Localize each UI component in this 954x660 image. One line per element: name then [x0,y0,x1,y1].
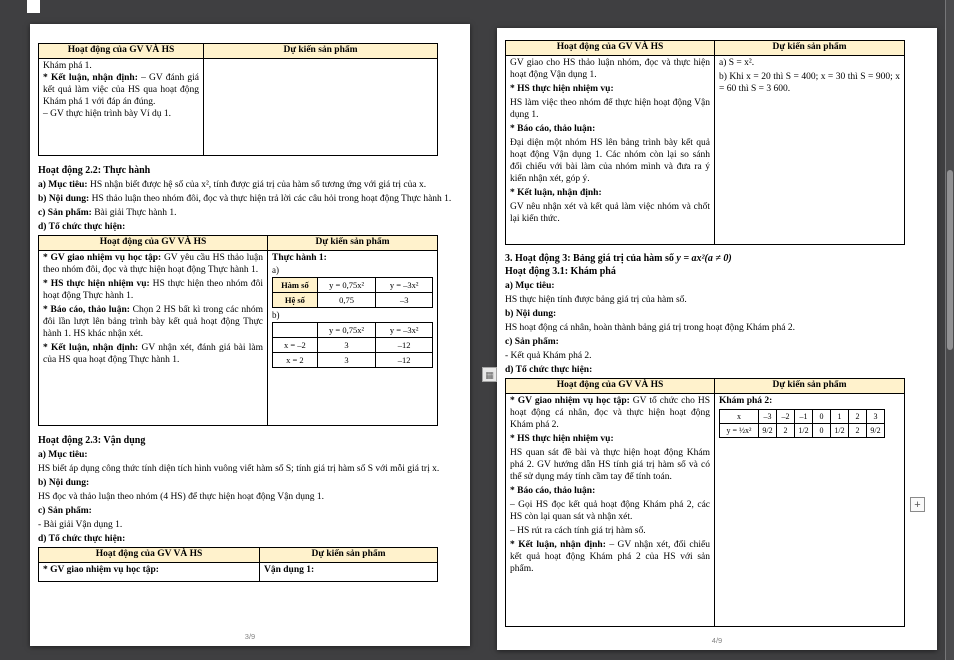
paragraph [43,252,263,276]
value-cell: 3 [317,353,376,368]
header-cell-du-kien: Dự kiến sản phẩm [204,44,438,59]
answer-table-b [272,322,433,368]
value-table-kham-pha-2 [719,409,885,438]
page-number: 3/9 [244,632,256,641]
paragraph [38,463,460,475]
table-row [720,424,885,438]
answer-title: Khám phá 2: [719,396,773,406]
paragraph-lead: d) Tổ chức thực hiện: [505,365,593,375]
paragraph-list [510,395,710,575]
paragraph-lead: * Kết luận, nhận định: [510,188,602,198]
table-header-row [506,41,905,56]
document-page-3 [30,24,470,646]
value-cell: y = 0,75x² [317,278,376,293]
paragraph [510,187,710,199]
paragraph-lead: * GV giao nhiệm vụ học tập: [43,253,162,263]
paragraph [510,539,710,575]
paragraph-lead: b) Nội dung: [38,478,90,488]
row-label-cell: x = –2 [273,338,318,353]
paragraph-text: HS đọc và thảo luận theo nhóm (4 HS) để thực hiện hoạt động Vận dụng 1. [38,492,324,502]
paragraph-text: Chọn 2 HS bất kì trong các nhóm đôi lần lượt lên bảng trình bày kết quả hoạt động Thực hành 1. HS khác nhận xét. [43,305,263,339]
row-label-cell: Hệ số [273,293,318,308]
value-cell: y = –3x² [376,323,433,338]
paragraph-text: HS biết áp dụng công thức tính diện tích hình vuông viết hàm số S; tính giá trị hàm số S với mỗi giá trị x. [38,464,440,474]
value-cell: –2 [777,410,795,424]
paragraph [510,499,710,523]
paragraph-text: GV giao cho HS thảo luận nhóm, đọc và thực hiện hoạt động Vận dụng 1. [510,58,710,80]
row-label-cell [273,323,318,338]
section-3-formula: y = ax²(a ≠ 0) [676,253,732,264]
paragraph-list [43,60,199,120]
paragraph-lead: * Báo cáo, thảo luận: [510,486,596,496]
paragraph-text: GV tổ chức cho HS hoạt động cá nhân, đọc và thực hiện hoạt động Khám phá 2. [510,396,710,430]
header-cell-gv-hs: Hoạt động của GV VÀ HS [506,41,715,56]
paragraph-lead: * Kết luận, nhận định: [43,343,139,353]
value-cell: 3 [317,338,376,353]
paragraph-lead: a) Mục tiêu: [38,450,88,460]
section-3-1-paragraphs [505,280,927,376]
paragraph [38,491,460,503]
gv-hs-cell [506,394,715,627]
paragraph [38,179,460,191]
scrollbar-thumb[interactable] [947,170,953,350]
du-kien-cell [268,251,438,426]
paragraph-text: HS thảo luận theo nhóm đôi, đọc và thực hiện trả lời các câu hỏi trong hoạt động Thực hành 1. [89,194,452,204]
activity-table-van-dung-1 [38,547,438,582]
value-cell: –3 [759,410,777,424]
section-3-heading-text: 3. Hoạt động 3: Bảng giá trị của hàm số [505,253,677,264]
table-header-row [39,236,438,251]
table-row [273,353,433,368]
paragraph [505,364,927,376]
table-body-row [39,59,438,156]
header-cell-du-kien: Dự kiến sản phẩm [268,236,438,251]
gv-task-label: * GV giao nhiệm vụ học tập: [43,565,159,575]
header-cell-du-kien: Dự kiến sản phẩm [260,548,438,563]
paragraph-lead: a) Mục tiêu: [505,281,555,291]
value-cell: y = 0,75x² [317,323,376,338]
paragraph [510,201,710,225]
paragraph-text: HS thực hiện tính được bảng giá trị của hàm số. [505,295,687,305]
paragraph-text: – Gọi HS đọc kết quả hoạt động Khám phá 2, các HS còn lại quan sát và nhận xét. [510,500,710,522]
activity-table-thuc-hanh-1 [38,235,438,426]
paragraph-lead: b) Nội dung: [38,194,90,204]
paragraph [38,449,460,461]
value-cell: 2 [849,410,867,424]
paragraph-text: HS làm việc theo nhóm để thực hiện hoạt động Vận dụng 1. [510,98,710,120]
paragraph [510,123,710,135]
paragraph [505,308,927,320]
value-cell: 2 [849,424,867,438]
paragraph-text: Bài giải Thực hành 1. [91,208,177,218]
answer-table-a [272,277,433,308]
paragraph-text: HS hoạt động cá nhân, hoàn thành bảng giá trị trong hoạt động Khám phá 2. [505,323,795,333]
gv-hs-cell [39,59,204,156]
header-cell-du-kien: Dự kiến sản phẩm [715,41,905,56]
section-2-3-paragraphs [38,449,460,545]
paragraph [510,83,710,95]
answer-title: Vận dụng 1: [264,565,315,575]
row-label-cell: x [720,410,759,424]
header-cell-gv-hs: Hoạt động của GV VÀ HS [39,44,204,59]
paragraph-lead: c) Sản phẩm: [38,208,92,218]
section-2-2-title: Hoạt động 2.2: Thực hành [38,165,151,176]
activity-table-kham-pha-2 [505,378,905,627]
answer-title: Thực hành 1: [272,253,327,263]
paragraph-text: HS nhận biết được hệ số của x², tính được giá trị của hàm số tương ứng với giá trị của x. [87,180,427,190]
paragraph [510,447,710,483]
table-header-row [39,548,438,563]
document-page-4 [497,28,937,650]
table-header-row [506,379,905,394]
value-cell: 3 [867,410,885,424]
paragraph [43,60,199,72]
paragraph [505,350,927,362]
row-label-cell: x = 2 [273,353,318,368]
paragraph-lead: * Kết luận, nhận định: [43,73,138,83]
value-cell: 1 [831,410,849,424]
paragraph-lead: * Kết luận, nhận định: [510,540,606,550]
value-cell: –1 [795,410,813,424]
value-cell: y = –3x² [376,278,433,293]
paragraph [510,395,710,431]
paragraph-lead: * HS thực hiện nhiệm vụ: [43,279,150,289]
paragraph [43,278,263,302]
paragraph [510,433,710,445]
paragraph [719,57,900,69]
paragraph [43,108,199,120]
du-kien-cell-empty [204,59,438,156]
paragraph [510,137,710,185]
header-cell-du-kien: Dự kiến sản phẩm [715,379,905,394]
table-body-row [506,56,905,245]
paragraph-lead: * Báo cáo, thảo luận: [510,124,596,134]
row-label-cell: y = ½x² [720,424,759,438]
value-cell: 0 [813,410,831,424]
vertical-scrollbar[interactable] [945,0,954,660]
paragraph [505,322,927,334]
paragraph-lead: b) Nội dung: [505,309,557,319]
paragraph-text: – GV thực hiện trình bày Ví dụ 1. [43,109,172,119]
paragraph [43,72,199,108]
paragraph [510,525,710,537]
table-row [273,338,433,353]
paragraph [38,533,460,545]
row-label-cell: Hàm số [273,278,318,293]
paragraph-text: GV nhận xét, đánh giá bài làm của HS qua hoạt động Thực hành 1. [43,343,263,365]
paragraph-text: Đại diện một nhóm HS lên bảng trình bày kết quả hoạt động Vận dụng 1. Các nhóm còn lại so sánh đối chiếu với bài làm của nhóm mình và đưa ra ý kiến nhận xét, góp ý. [510,138,710,184]
table-row [273,323,433,338]
paragraph-text: GV nêu nhận xét và kết quả làm việc nhóm và chốt lại kiến thức. [510,202,710,224]
gv-hs-cell [39,563,260,582]
value-cell: –12 [376,353,433,368]
paragraph-lead: a) Mục tiêu: [38,180,88,190]
section-3-1-title: Hoạt động 3.1: Khám phá [505,266,616,277]
answer-label-b: b) [272,310,280,320]
value-cell: 9/2 [867,424,885,438]
paragraph [43,342,263,366]
paragraph [505,294,927,306]
paragraph-text: HS thực hiện theo nhóm đôi hoạt động Thực hành 1. [43,279,264,301]
paragraph-lead: d) Tổ chức thực hiện: [38,222,126,232]
paragraph-text: – GV đánh giá kết quả làm việc của HS qua hoạt động Khám phá 1 với đáp án đúng. [43,73,200,107]
paragraph-text: b) Khi x = 20 thì S = 400; x = 30 thì S = 900; x = 60 thì S = 3 600. [719,72,900,94]
du-kien-cell [260,563,438,582]
value-cell: 1/2 [831,424,849,438]
du-kien-cell [715,394,905,627]
table-body-row [39,251,438,426]
table-header-row [39,44,438,59]
table-body-row [39,563,438,582]
section-2-2-paragraphs [38,179,460,233]
answer-label-a: a) [272,265,279,275]
table-row [273,278,433,293]
paragraph-lead: c) Sản phẩm: [38,506,92,516]
paragraph [38,505,460,517]
value-cell: 0 [813,424,831,438]
previous-page-corner [27,0,40,13]
value-cell: –3 [376,293,433,308]
paragraph-list [510,57,710,225]
table-row [273,293,433,308]
section-2-3-title: Hoạt động 2.3: Vận dụng [38,435,146,446]
paragraph [38,193,460,205]
paragraph [505,280,927,292]
paragraph-list [43,252,263,366]
insert-plus-button[interactable]: + [910,497,925,512]
paragraph-text: - Kết quả Khám phá 2. [505,351,592,361]
gv-hs-cell [39,251,268,426]
value-cell: 1/2 [795,424,813,438]
table-row [720,410,885,424]
paragraph [505,336,927,348]
value-cell: 0,75 [317,293,376,308]
header-cell-gv-hs: Hoạt động của GV VÀ HS [506,379,715,394]
paragraph [510,57,710,81]
paragraph-list [719,57,900,95]
paragraph [43,304,263,340]
paragraph [510,485,710,497]
paragraph-lead: * HS thực hiện nhiệm vụ: [510,84,614,94]
value-cell: 9/2 [759,424,777,438]
paragraph-lead: c) Sản phẩm: [505,337,559,347]
paragraph-lead: * GV giao nhiệm vụ học tập: [510,396,630,406]
paragraph-text: – HS rút ra cách tính giá trị hàm số. [510,526,646,536]
paragraph [510,97,710,121]
activity-table-kham-pha-1 [38,43,438,156]
paragraph-lead: * Báo cáo, thảo luận: [43,305,130,315]
page-number: 4/9 [711,636,723,645]
gv-hs-cell [506,56,715,245]
paragraph [719,71,900,95]
paragraph [38,207,460,219]
activity-table-van-dung-1-continued [505,40,905,245]
header-cell-gv-hs: Hoạt động của GV VÀ HS [39,236,268,251]
paragraph [38,519,460,531]
paragraph-text: Khám phá 1. [43,61,92,71]
du-kien-cell [715,56,905,245]
paragraph-text: – GV nhận xét, đối chiếu kết quả hoạt động Khám phá 2 của HS với sản phẩm. [510,540,710,574]
paragraph-lead: * HS thực hiện nhiệm vụ: [510,434,614,444]
table-body-row [506,394,905,627]
paragraph [38,477,460,489]
paragraph-lead: d) Tổ chức thực hiện: [38,534,126,544]
paragraph [38,221,460,233]
paragraph-text: - Bài giải Vận dụng 1. [38,520,123,530]
page-gap-grid-icon[interactable]: ▦ [482,367,497,382]
section-3-heading [505,253,927,264]
paragraph-text: HS quan sát đề bài và thực hiện hoạt động Khám phá 2. GV hướng dẫn HS tính giá trị hàm số và có thể sử dụng máy tính cầm tay để tính toán. [510,448,710,482]
value-cell: 2 [777,424,795,438]
header-cell-gv-hs: Hoạt động của GV VÀ HS [39,548,260,563]
paragraph-text: a) S = x². [719,58,755,68]
paragraph-text: GV yêu cầu HS thảo luận theo nhóm đôi, đọc và thực hiện hoạt động Thực hành 1. [43,253,264,275]
value-cell: –12 [376,338,433,353]
